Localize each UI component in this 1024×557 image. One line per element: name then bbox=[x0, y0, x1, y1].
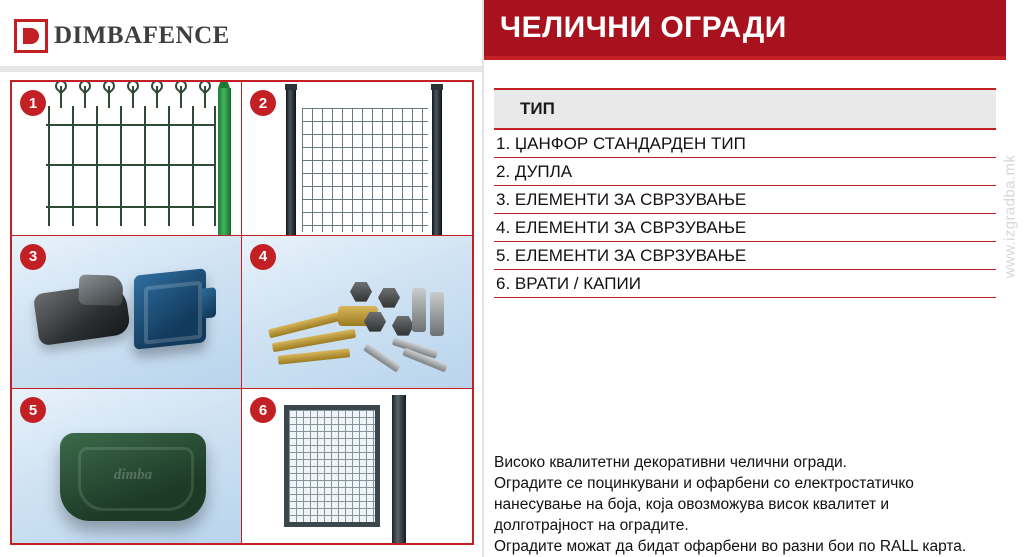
description-block bbox=[494, 452, 1006, 557]
product-type-table bbox=[494, 88, 996, 298]
product-gallery bbox=[10, 80, 474, 545]
decorative-fence-panel-image bbox=[12, 82, 241, 235]
table-row[interactable]: 4. ЕЛЕМЕНТИ ЗА СВРЗУВАЊЕ bbox=[494, 214, 996, 242]
table-row[interactable]: 1. ЏАНФОР СТАНДАРДЕН ТИП bbox=[494, 130, 996, 158]
header-divider bbox=[0, 66, 484, 72]
shield-logo-icon bbox=[14, 19, 48, 53]
green-post-cap-image: dimba bbox=[12, 389, 241, 543]
gallery-item-1[interactable] bbox=[12, 82, 242, 236]
table-row[interactable]: 5. ЕЛЕМЕНТИ ЗА СВРЗУВАЊЕ bbox=[494, 242, 996, 270]
gallery-badge-5: 5 bbox=[20, 397, 46, 423]
bolts-and-fasteners-image bbox=[242, 236, 472, 389]
gallery-item-5[interactable] bbox=[12, 389, 242, 543]
page-title-bar bbox=[484, 0, 1006, 56]
gallery-badge-2: 2 bbox=[250, 90, 276, 116]
right-column bbox=[484, 0, 1024, 557]
gallery-item-2[interactable] bbox=[242, 82, 472, 236]
gallery-item-3[interactable] bbox=[12, 236, 242, 390]
watermark-strip bbox=[1001, 0, 1024, 557]
description-line-5: Оградите можат да бидат офарбени во разни бои по RALL карта. bbox=[494, 538, 967, 555]
gallery-item-4[interactable] bbox=[242, 236, 472, 390]
gallery-badge-4: 4 bbox=[250, 244, 276, 270]
description-line-1: Високо квалитетни декоративни челични огради. bbox=[494, 454, 847, 471]
connecting-clamps-image bbox=[12, 236, 241, 389]
gate-with-post-image bbox=[242, 389, 472, 543]
brand-name: DIMBAFENCE bbox=[54, 22, 230, 49]
description-line-3: нанесување на боја, која овозможува висок квалитет и bbox=[494, 496, 890, 513]
table-row[interactable]: 2. ДУПЛА bbox=[494, 158, 996, 186]
gallery-badge-3: 3 bbox=[20, 244, 46, 270]
gallery-item-6[interactable] bbox=[242, 389, 472, 543]
brand-bar bbox=[0, 0, 484, 72]
table-header-tip: ТИП bbox=[494, 88, 996, 130]
description-line-2: Оградите се поцинкувани и офарбени со електростатичко bbox=[494, 475, 914, 492]
gallery-badge-6: 6 bbox=[250, 397, 276, 423]
page-title: ЧЕЛИЧНИ ОГРАДИ bbox=[500, 11, 787, 44]
title-underline bbox=[484, 56, 1006, 60]
watermark-text: www.izgradba.mk bbox=[1001, 154, 1019, 279]
double-wire-mesh-panel-image bbox=[242, 82, 472, 235]
description-line-4: долготрајност на оградите. bbox=[494, 517, 689, 534]
gallery-badge-1: 1 bbox=[20, 90, 46, 116]
table-row[interactable]: 3. ЕЛЕМЕНТИ ЗА СВРЗУВАЊЕ bbox=[494, 186, 996, 214]
table-row[interactable]: 6. ВРАТИ / КАПИИ bbox=[494, 270, 996, 298]
left-column bbox=[0, 0, 484, 557]
